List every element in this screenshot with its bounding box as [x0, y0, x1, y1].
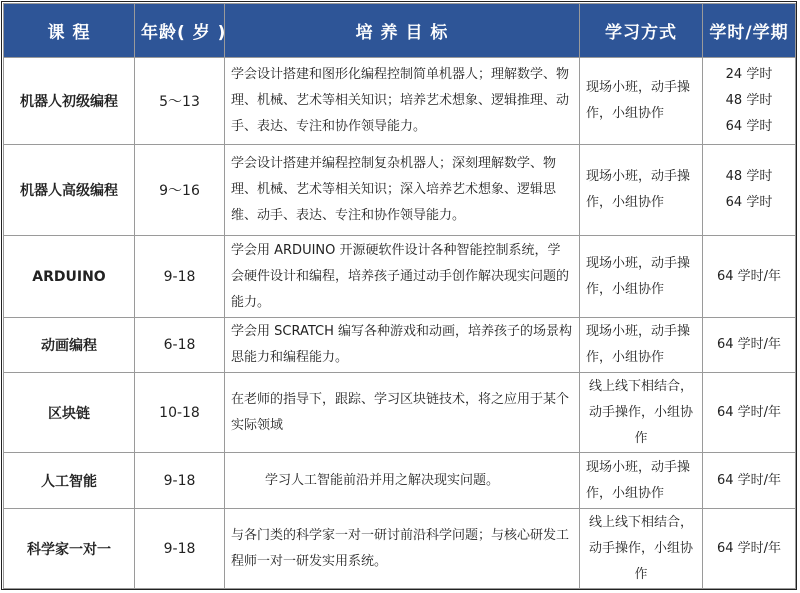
hours-cell	[703, 236, 796, 318]
training-goal: 与各门类的科学家一对一研讨前沿科学问题；与核心研发工程师一对一研发实用系统。	[225, 509, 580, 589]
hours-value: 48 学时	[725, 93, 773, 108]
age-range: 9-18	[135, 509, 225, 589]
training-goal: 学会设计搭建和图形化编程控制简单机器人；理解数学、物理、机械、艺术等相关知识；培养艺术想象、逻辑推理、动手、表达、专注和协作领导能力。	[225, 58, 580, 145]
hours-value: 64 学时/年	[716, 337, 782, 352]
hours-value: 64 学时/年	[716, 268, 782, 284]
learning-method: 现场小班，动手操作，小组协作	[580, 318, 703, 373]
learning-method: 线上线下相结合，动手操作，小组协作	[580, 509, 703, 589]
header-row	[4, 4, 796, 58]
course-table	[3, 3, 796, 589]
training-goal: 学会用 ARDUINO 开源硬软件设计各种智能控制系统，学会硬件设计和编程，培养孩子通过动手创作解决现实问题的能力。	[225, 236, 580, 318]
hours-value: 64 学时	[725, 119, 773, 134]
hours-cell	[703, 373, 796, 453]
age-range: 10-18	[135, 373, 225, 453]
learning-method: 线上线下相结合，动手操作，小组协作	[580, 373, 703, 453]
table-row	[4, 145, 796, 236]
hours-value: 48 学时	[725, 169, 773, 184]
age-range: 5～13	[135, 58, 225, 145]
learning-method: 现场小班，动手操作，小组协作	[580, 58, 703, 145]
header-goal: 培 养 目 标	[225, 4, 580, 58]
table-row	[4, 318, 796, 373]
age-range: 9～16	[135, 145, 225, 236]
hours-value: 24 学时	[725, 67, 773, 82]
course-name: 机器人高级编程	[4, 145, 135, 236]
table-row	[4, 509, 796, 589]
age-range: 9-18	[135, 453, 225, 509]
table-row	[4, 373, 796, 453]
training-goal: 学会用 SCRATCH 编写各种游戏和动画，培养孩子的场景构思能力和编程能力。	[225, 318, 580, 373]
course-name: ARDUINO	[4, 236, 135, 318]
course-name: 机器人初级编程	[4, 58, 135, 145]
course-name: 科学家一对一	[4, 509, 135, 589]
learning-method: 现场小班，动手操作，小组协作	[580, 236, 703, 318]
hours-cell	[703, 145, 796, 236]
age-range: 6-18	[135, 318, 225, 373]
header-course: 课 程	[4, 4, 135, 58]
age-range: 9-18	[135, 236, 225, 318]
course-name: 区块链	[4, 373, 135, 453]
header-method: 学习方式	[580, 4, 703, 58]
header-age: 年龄( 岁 )	[135, 4, 225, 58]
hours-value: 64 学时/年	[716, 404, 782, 420]
hours-cell	[703, 318, 796, 373]
hours-cell	[703, 453, 796, 509]
hours-cell	[703, 509, 796, 589]
hours-value: 64 学时/年	[716, 540, 782, 556]
training-goal: 学习人工智能前沿并用之解决现实问题。	[225, 453, 580, 509]
course-name: 动画编程	[4, 318, 135, 373]
hours-value: 64 学时	[725, 195, 773, 210]
header-hours: 学时/学期	[703, 4, 796, 58]
table-row	[4, 236, 796, 318]
learning-method: 现场小班，动手操作，小组协作	[580, 453, 703, 509]
hours-cell	[703, 58, 796, 145]
training-goal: 在老师的指导下，跟踪、学习区块链技术，将之应用于某个实际领域	[225, 373, 580, 453]
table-row	[4, 58, 796, 145]
hours-value: 64 学时/年	[716, 472, 782, 488]
table-row	[4, 453, 796, 509]
training-goal: 学会设计搭建并编程控制复杂机器人；深刻理解数学、物理、机械、艺术等相关知识；深入培养艺术想象、逻辑思维、动手、表达、专注和协作领导能力。	[225, 145, 580, 236]
learning-method: 现场小班，动手操作，小组协作	[580, 145, 703, 236]
course-name: 人工智能	[4, 453, 135, 509]
